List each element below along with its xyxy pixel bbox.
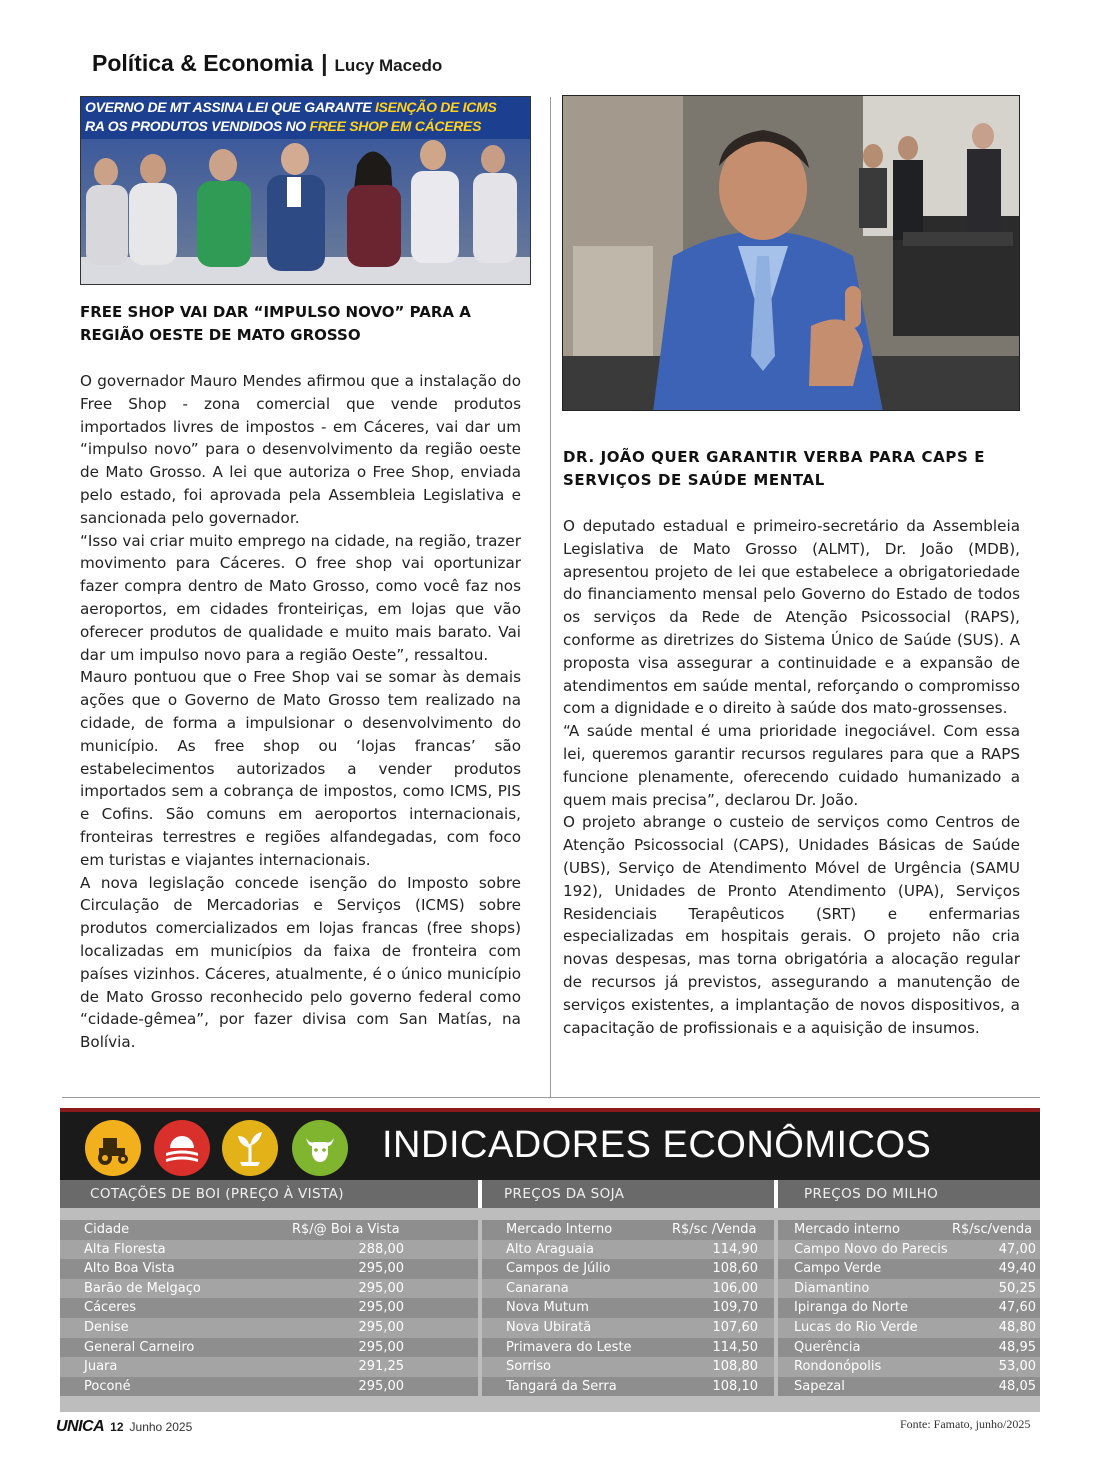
row-value: 53,00 (998, 1359, 1036, 1375)
table-row (60, 1240, 478, 1260)
page-footer (56, 1418, 192, 1436)
row-value: 48,80 (998, 1319, 1036, 1335)
row-value: 295,00 (358, 1280, 404, 1296)
column-header: Mercado Interno (506, 1222, 613, 1237)
table-row (60, 1338, 478, 1358)
row-value: 295,00 (358, 1261, 404, 1277)
table-row (482, 1279, 774, 1299)
table-header-row (60, 1220, 478, 1240)
deputy-photo (562, 95, 1020, 411)
section-title: Política & Economia (92, 50, 314, 76)
column-header: Mercado interno (794, 1222, 900, 1237)
row-value: 295,00 (358, 1378, 404, 1394)
row-label: Canarana (506, 1280, 569, 1296)
article1-headline: FREE SHOP VAI DAR “IMPULSO NOVO” PARA A REGIÃO OESTE DE MATO GROSSO (80, 303, 471, 344)
table-header-row (482, 1220, 774, 1240)
row-value: 295,00 (358, 1300, 404, 1316)
row-value: 107,60 (712, 1319, 758, 1335)
row-label: Lucas do Rio Verde (794, 1319, 918, 1335)
row-value: 47,00 (998, 1241, 1036, 1257)
row-label: Alto Boa Vista (84, 1261, 175, 1277)
table-row (60, 1279, 478, 1299)
article1-paragraph: O governador Mauro Mendes afirmou que a instalação do Free Shop - zona comercial que vende produtos importados livres de impostos - em Cáceres, vai dar um “impulso novo” para o desenvolvimento da região oeste de Mato Grosso. A lei que autoriza o Free Shop, enviada pelo estado, foi aprovada pela Assembleia Legislativa e sancionada pelo governador. (80, 372, 521, 527)
table-row (778, 1240, 1040, 1260)
table-row (778, 1298, 1040, 1318)
page-header (92, 50, 442, 80)
table-header-row (778, 1220, 1040, 1240)
row-value: 108,60 (712, 1261, 758, 1277)
row-value: 295,00 (358, 1339, 404, 1355)
table-row (482, 1338, 774, 1358)
row-label: Nova Mutum (506, 1300, 589, 1316)
article2-paragraph: “A saúde mental é uma prioridade inegociável. Com essa lei, queremos garantir recursos regulares para que a RAPS funcione plenamente, oferecendo cuidado humanizado a quem mais precisa”, declarou Dr. João. (563, 722, 1020, 809)
soja-table (482, 1220, 774, 1396)
article2-headline: DR. JOÃO QUER GARANTIR VERBA PARA CAPS E SERVIÇOS DE SAÚDE MENTAL (563, 448, 986, 489)
table-row (482, 1240, 774, 1260)
article1-body (80, 370, 521, 1054)
indicators-title: INDICADORES ECONÔMICOS (382, 1124, 932, 1166)
table-row (60, 1357, 478, 1377)
row-value: 47,60 (998, 1300, 1036, 1316)
row-label: Sapezal (794, 1378, 845, 1394)
table-row (778, 1259, 1040, 1279)
row-label: Nova Ubiratã (506, 1319, 592, 1335)
row-value: 288,00 (358, 1241, 404, 1257)
article1-paragraph: “Isso vai criar muito emprego na cidade, na região, trazer movimento para Cáceres. O free shop vai oportunizar fazer compra dentro de Mato Grosso, como você faz nos aeroportos, em cidades fronteiriças, em lojas que vão oferecer produtos de qualidade e muito mais barato. Vai dar um impulso novo para a região Oeste”, ressaltou. (80, 531, 521, 664)
article2-paragraph: O deputado estadual e primeiro-secretário da Assembleia Legislativa de Mato Grosso (ALMT), Dr. João (MDB), apresentou projeto de lei que estabelece a obrigatoriedade do financiamento mensal pelo Governo do Estado de todos os serviços da Rede de Atenção Psicossocial (RAPS), conforme as diretrizes do Sistema Único de Saúde (SUS). A proposta visa assegurar a continuidade e a expansão de atendimentos em saúde mental, reforçando o compromisso com a dignidade e o direito à saúde dos mato-grossenses. (563, 517, 1020, 718)
column-header: Cidade (84, 1222, 130, 1237)
indicators-accent-line (60, 1108, 1040, 1112)
row-value: 109,70 (712, 1300, 758, 1316)
deputy-photo-art (563, 96, 1020, 411)
sunrise-field-icon (154, 1120, 210, 1176)
boi-rows (60, 1240, 478, 1397)
row-label: Campo Verde (794, 1261, 882, 1277)
row-label: Poconé (84, 1378, 131, 1394)
sprout-icon (222, 1120, 278, 1176)
section-divider (62, 1097, 1040, 1098)
data-source: Fonte: Famato, junho/2025 (900, 1417, 1031, 1431)
table-row (60, 1298, 478, 1318)
row-label: Juara (84, 1359, 118, 1375)
soja-heading: PREÇOS DA SOJA (482, 1180, 774, 1208)
banner-line-2: RA OS PRODUTOS VENDIDOS NO FREE SHOP EM CÁCERES (85, 118, 482, 134)
row-value: 108,10 (712, 1378, 758, 1394)
table-row (482, 1298, 774, 1318)
tractor-icon (85, 1120, 141, 1176)
row-value: 48,05 (998, 1378, 1036, 1394)
column-divider (550, 97, 551, 1097)
row-label: Ipiranga do Norte (794, 1300, 909, 1316)
article1-paragraph: Mauro pontuou que o Free Shop vai se somar às demais ações que o Governo de Mato Grosso tem realizado na cidade, de forma a impulsionar o desenvolvimento do município. As free shop ou ‘lojas francas’ são estabelecimentos autorizados a vender produtos importados sem a cobrança de impostos, como ICMS, PIS e Cofins. São comuns em aeroportos internacionais, fronteiras terrestres e regiões alfandegadas, com foco em turistas e viajantes internacionais. (80, 668, 521, 869)
table-row (482, 1318, 774, 1338)
row-label: Barão de Melgaço (84, 1280, 201, 1296)
table-row (778, 1279, 1040, 1299)
table-row (60, 1377, 478, 1397)
ceremony-photo (80, 96, 531, 285)
row-value: 114,50 (712, 1339, 758, 1355)
columnist-name: Lucy Macedo (334, 56, 443, 75)
table-row (60, 1318, 478, 1338)
table-row (778, 1377, 1040, 1397)
magazine-logo: UNICA (56, 1418, 105, 1435)
table-row (482, 1377, 774, 1397)
milho-heading: PREÇOS DO MILHO (778, 1180, 1040, 1208)
column-header: R$/sc/venda (952, 1222, 1033, 1237)
row-value: 50,25 (998, 1280, 1036, 1296)
row-label: Alto Araguaia (506, 1241, 594, 1257)
issue-date: Junho 2025 (129, 1420, 193, 1434)
row-label: Rondonópolis (794, 1359, 882, 1375)
article2-body (563, 515, 1020, 1039)
table-row (778, 1338, 1040, 1358)
row-label: Campos de Júlio (506, 1261, 611, 1277)
milho-rows (778, 1240, 1040, 1397)
row-value: 108,80 (712, 1359, 758, 1375)
row-value: 291,25 (358, 1359, 404, 1375)
milho-table (778, 1220, 1040, 1396)
row-label: General Carneiro (84, 1339, 195, 1355)
banner-line-1: OVERNO DE MT ASSINA LEI QUE GARANTE ISENÇÃO DE ICMS (85, 99, 497, 115)
row-label: Alta Floresta (84, 1241, 166, 1257)
cattle-icon (292, 1120, 348, 1176)
row-label: Sorriso (506, 1359, 552, 1375)
row-label: Primavera do Leste (506, 1339, 632, 1355)
column-header: R$/@ Boi a Vista (292, 1222, 400, 1237)
table-row (482, 1357, 774, 1377)
row-label: Cáceres (84, 1300, 137, 1316)
article2-paragraph: O projeto abrange o custeio de serviços como Centros de Atenção Psicossocial (CAPS), Unidades Básicas de Saúde (UBS), Serviço de Atendimento Móvel de Urgência (SAMU 192), Unidades de Pronto Atendimento (UPA), Serviços Residenciais Terapêuticos (SRT) e enfermarias especializadas em hospitais gerais. O projeto não cria novas despesas, mas torna obrigatória a alocação regular de recursos já previstos, assegurando a manutenção de serviços existentes, a implantação de novos dispositivos, a capacitação de profissionais e a aquisição de insumos. (563, 813, 1020, 1037)
row-label: Tangará da Serra (506, 1378, 617, 1394)
table-row (778, 1357, 1040, 1377)
column-header: R$/sc /Venda (672, 1222, 757, 1237)
row-value: 114,90 (712, 1241, 758, 1257)
article1-paragraph: A nova legislação concede isenção do Imposto sobre Circulação de Mercadorias e Serviços (ICMS) sobre produtos comercializados em lojas francas (free shops) localizadas em municípios da faixa de fronteira com países vizinhos. Cáceres, atualmente, é o único município de Mato Grosso reconhecido pelo governo federal como “cidade-gêmea”, por fazer divisa com San Matías, na Bolívia. (80, 873, 521, 1052)
row-value: 106,00 (712, 1280, 758, 1296)
row-value: 295,00 (358, 1319, 404, 1335)
row-label: Campo Novo do Parecis (794, 1241, 948, 1257)
table-row (482, 1259, 774, 1279)
page-number: 12 (110, 1420, 124, 1434)
table-row (778, 1318, 1040, 1338)
row-value: 49,40 (998, 1261, 1036, 1277)
row-label: Querência (794, 1339, 861, 1355)
table-row (60, 1259, 478, 1279)
soja-rows (482, 1240, 774, 1397)
boi-heading: COTAÇÕES DE BOI (PREÇO À VISTA) (60, 1180, 478, 1208)
header-separator: | (321, 50, 328, 76)
row-value: 48,95 (998, 1339, 1036, 1355)
boi-table (60, 1220, 478, 1396)
row-label: Denise (84, 1319, 129, 1335)
row-label: Diamantino (794, 1280, 870, 1296)
